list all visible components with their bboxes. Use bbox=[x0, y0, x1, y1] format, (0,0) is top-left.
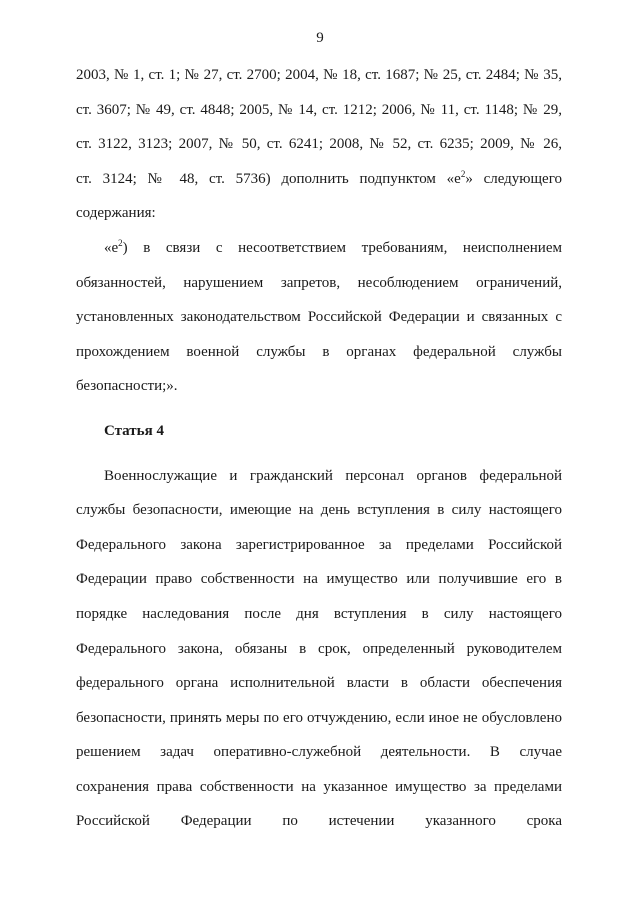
superscript: 2 bbox=[460, 168, 466, 179]
superscript: 2 bbox=[118, 237, 123, 248]
text-line: безопасности, принять меры по его отчуждению, если иное не обусловлено bbox=[76, 709, 562, 726]
text-line: Военнослужащие и гражданский персонал органов федеральной bbox=[104, 467, 562, 484]
text-line: порядке наследования после дня вступления в силу настоящего bbox=[76, 605, 562, 622]
page-number: 9 bbox=[316, 30, 324, 46]
text-line: Федерального закона, обязаны в срок, определенный руководителем bbox=[76, 640, 562, 657]
text-fragment: ) в связи с несоответствием требованиям, неисполнением bbox=[122, 239, 562, 256]
text-line bbox=[76, 162, 562, 197]
text-line: ст. 3607; № 49, ст. 4848; 2005, № 14, ст. 1212; 2006, № 11, ст. 1148; № 29, bbox=[76, 101, 562, 118]
text-line: решением задач оперативно-служебной деятельности. В случае bbox=[76, 744, 562, 761]
text-line: Федерального закона зарегистрированное за пределами Российской bbox=[76, 536, 562, 553]
text-line: службы безопасности, имеющие на день вступления в силу настоящего bbox=[76, 502, 562, 519]
text-fragment: ст. 3124; № 48, ст. 5736) дополнить подпунктом «е bbox=[76, 170, 461, 187]
text-line: Российской Федерации по истечении указанного срока bbox=[76, 813, 562, 830]
text-line: содержания: bbox=[76, 205, 156, 222]
text-line: федерального органа исполнительной власти в области обеспечения bbox=[76, 675, 562, 692]
text-line: установленных законодательством Российской Федерации и связанных с bbox=[76, 309, 562, 326]
article-paragraph bbox=[76, 459, 562, 840]
document-body bbox=[76, 58, 562, 839]
text-line: обязанностей, нарушением запретов, несоблюдением ограничений, bbox=[76, 274, 562, 291]
quote-paragraph bbox=[76, 231, 562, 404]
prev-paragraph bbox=[76, 58, 562, 231]
text-fragment: » следующего bbox=[465, 170, 562, 187]
text-fragment: «е bbox=[104, 239, 119, 256]
article-title: Статья 4 bbox=[104, 422, 164, 439]
text-line: сохранения права собственности на указанное имущество за пределами bbox=[76, 778, 562, 795]
text-line: безопасности;». bbox=[76, 378, 178, 395]
text-line: ст. 3122, 3123; 2007, № 50, ст. 6241; 2008, № 52, ст. 6235; 2009, № 26, bbox=[76, 136, 562, 153]
text-line: 2003, № 1, ст. 1; № 27, ст. 2700; 2004, № 18, ст. 1687; № 25, ст. 2484; № 35, bbox=[76, 67, 562, 83]
text-line: Федерации право собственности на имущество или получившие его в bbox=[76, 571, 562, 588]
text-line: прохождением военной службы в органах федеральной службы bbox=[76, 343, 562, 360]
text-line bbox=[76, 231, 562, 266]
